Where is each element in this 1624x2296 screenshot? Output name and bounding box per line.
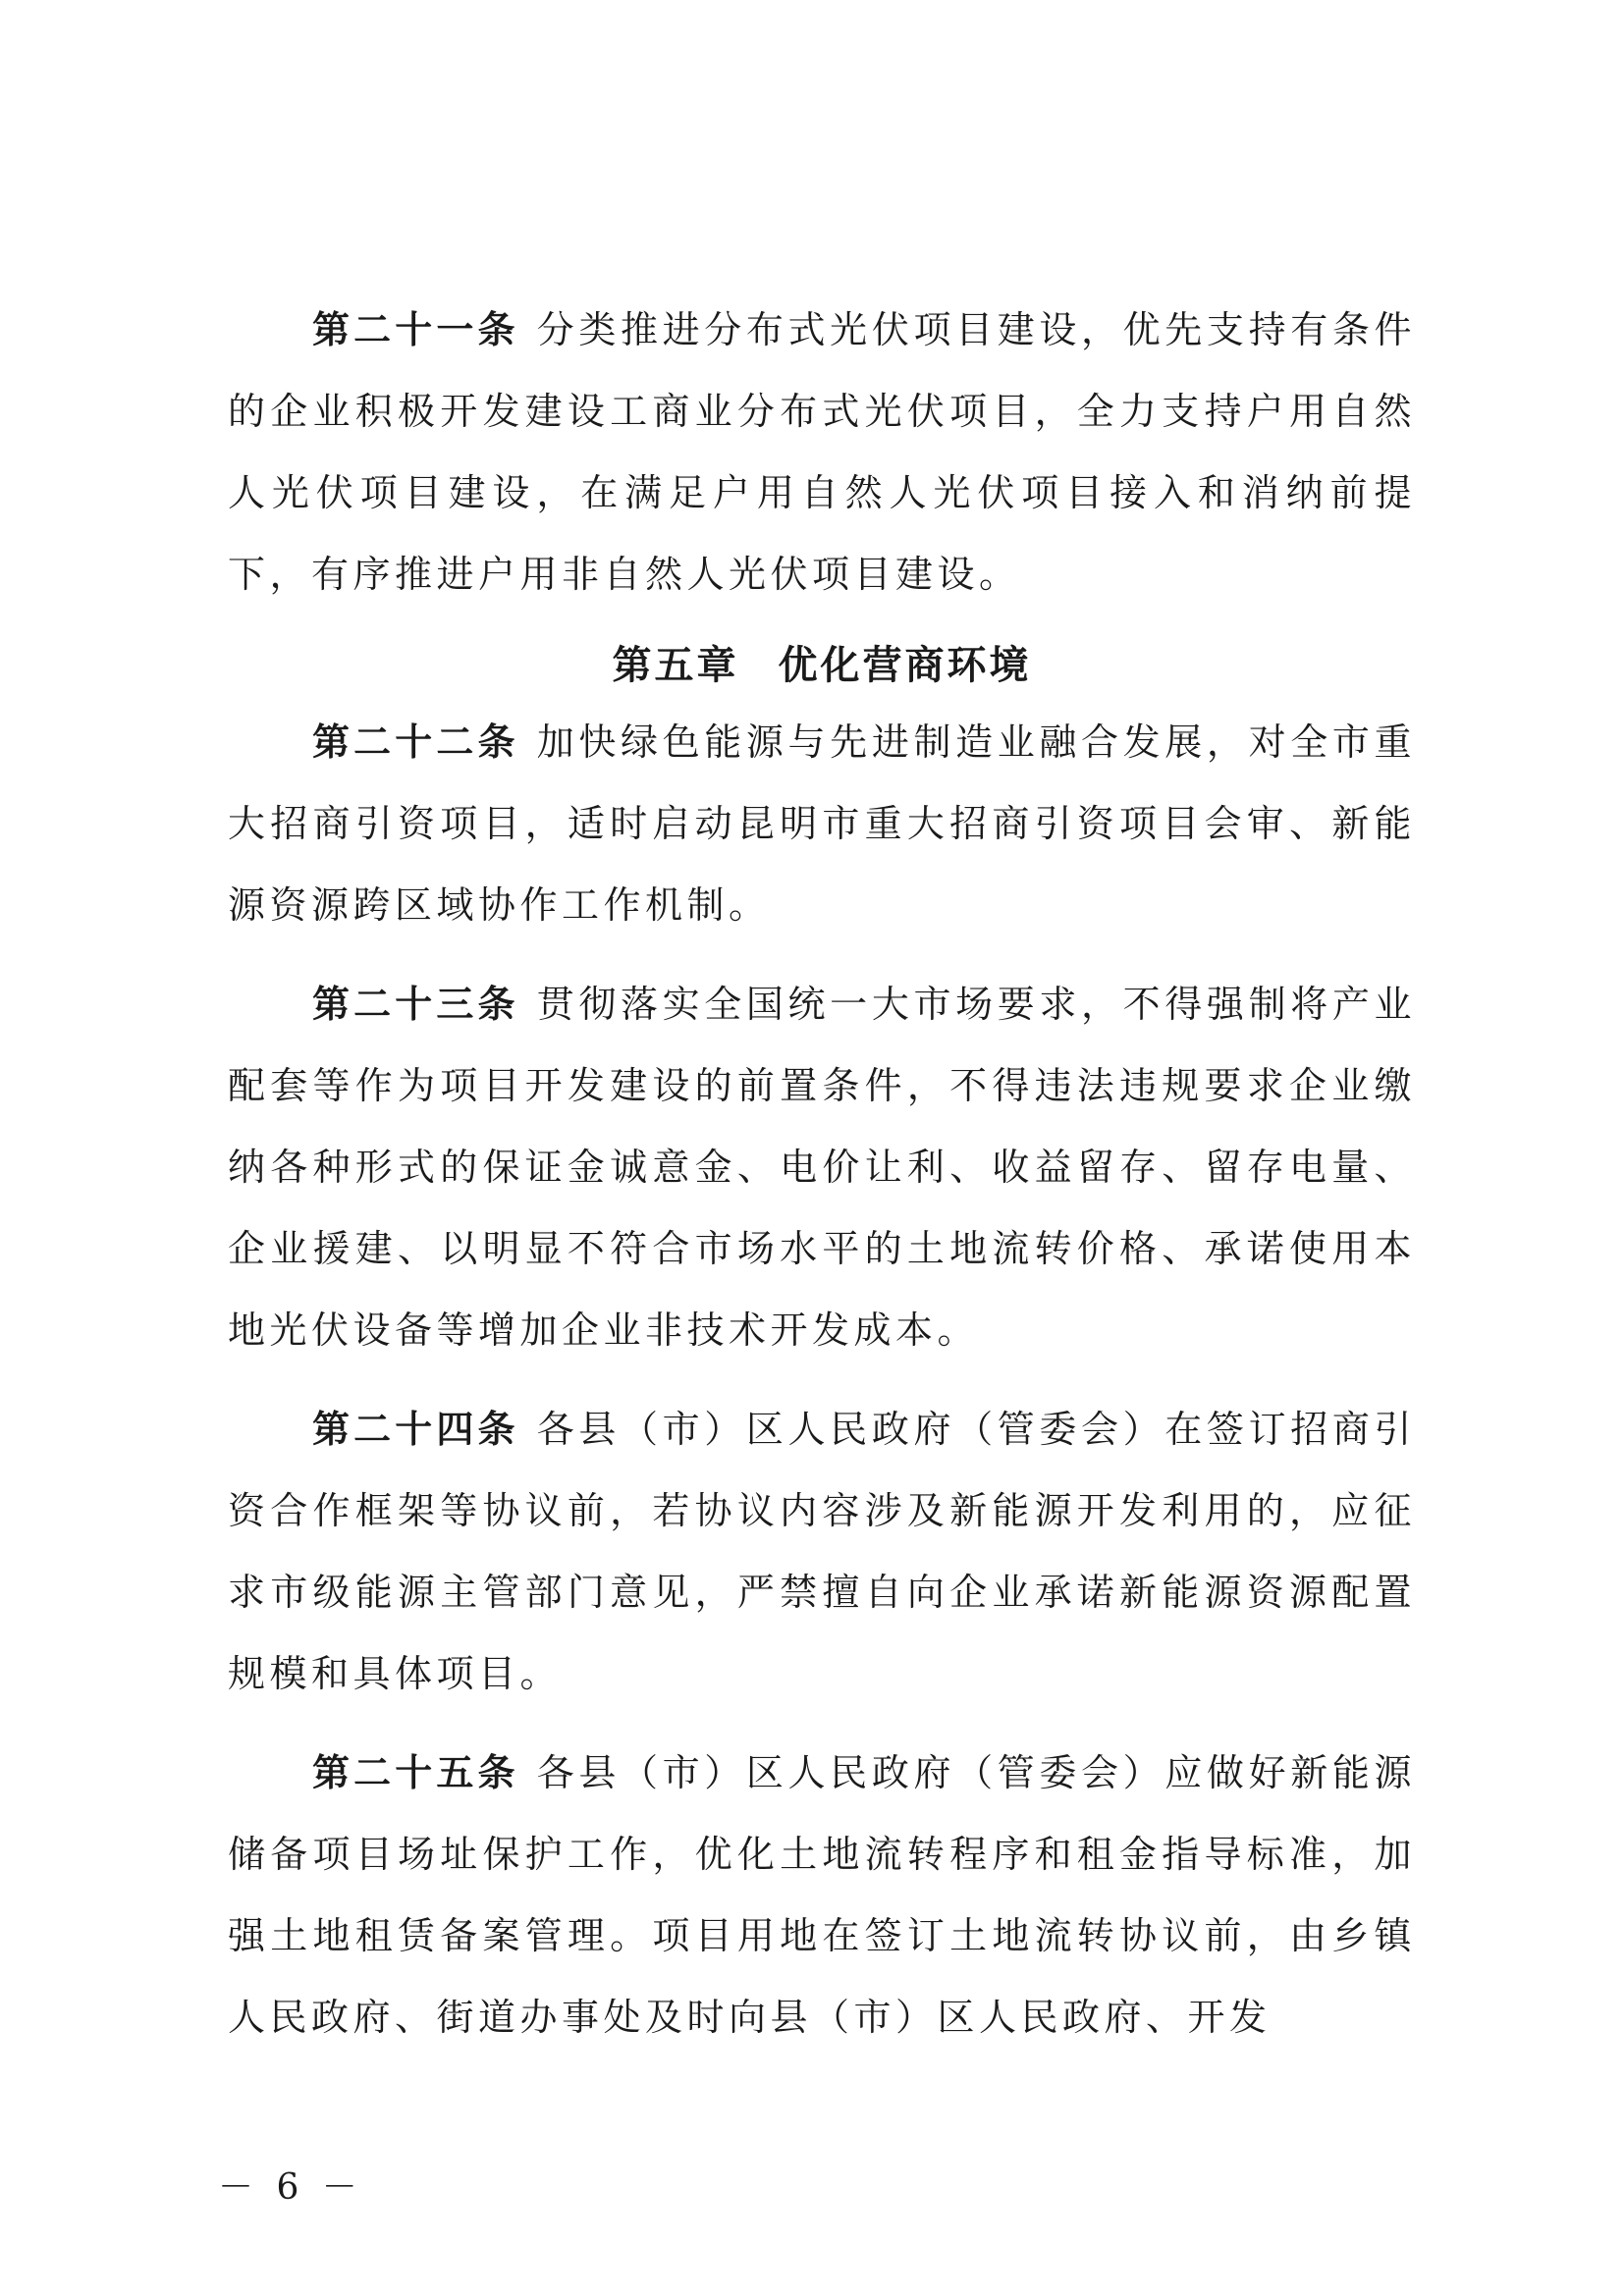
article-24-text: 各县（市）区人民政府（管委会）在签订招商引资合作框架等协议前，若协议内容涉及新能源开发利用的，应征求市级能源主管部门意见，严禁擅自向企业承诺新能源资源配置规模和具体项目。 [228,1408,1416,1695]
article-21-heading: 第二十一条 [312,308,519,351]
article-25-text: 各县（市）区人民政府（管委会）应做好新能源储备项目场址保护工作，优化土地流转程序和租金指导标准，加强土地租赁备案管理。项目用地在签订土地流转协议前，由乡镇人民政府、街道办事处及时向县（市）区人民政府、开发 [228,1751,1416,2039]
article-25-heading: 第二十五条 [312,1751,519,1794]
article-23-heading: 第二十三条 [312,983,519,1026]
article-25 [228,1733,1416,2058]
article-23-text: 贯彻落实全国统一大市场要求，不得强制将产业配套等作为项目开发建设的前置条件，不得违法违规要求企业缴纳各种形式的保证金诚意金、电价让利、收益留存、留存电量、企业援建、以明显不符合市场水平的土地流转价格、承诺使用本地光伏设备等增加企业非技术开发成本。 [228,983,1416,1352]
page-number: － 6 － [218,2167,363,2208]
article-24 [228,1389,1416,1715]
article-21-text: 分类推进分布式光伏项目建设，优先支持有条件的企业积极开发建设工商业分布式光伏项目，全力支持户用自然人光伏项目建设，在满足户用自然人光伏项目接入和消纳前提下，有序推进户用非自然人光伏项目建设。 [228,308,1416,596]
article-23 [228,964,1416,1371]
chapter-number: 第五章 [612,643,739,688]
chapter-heading [228,633,1416,698]
article-22 [228,702,1416,946]
chapter-title: 优化营商环境 [778,643,1032,688]
article-22-text: 加快绿色能源与先进制造业融合发展，对全市重大招商引资项目，适时启动昆明市重大招商引资项目会审、新能源资源跨区域协作工作机制。 [228,721,1416,927]
document-body [228,290,1416,2058]
article-21 [228,290,1416,615]
article-24-heading: 第二十四条 [312,1408,519,1451]
article-22-heading: 第二十二条 [312,721,519,764]
